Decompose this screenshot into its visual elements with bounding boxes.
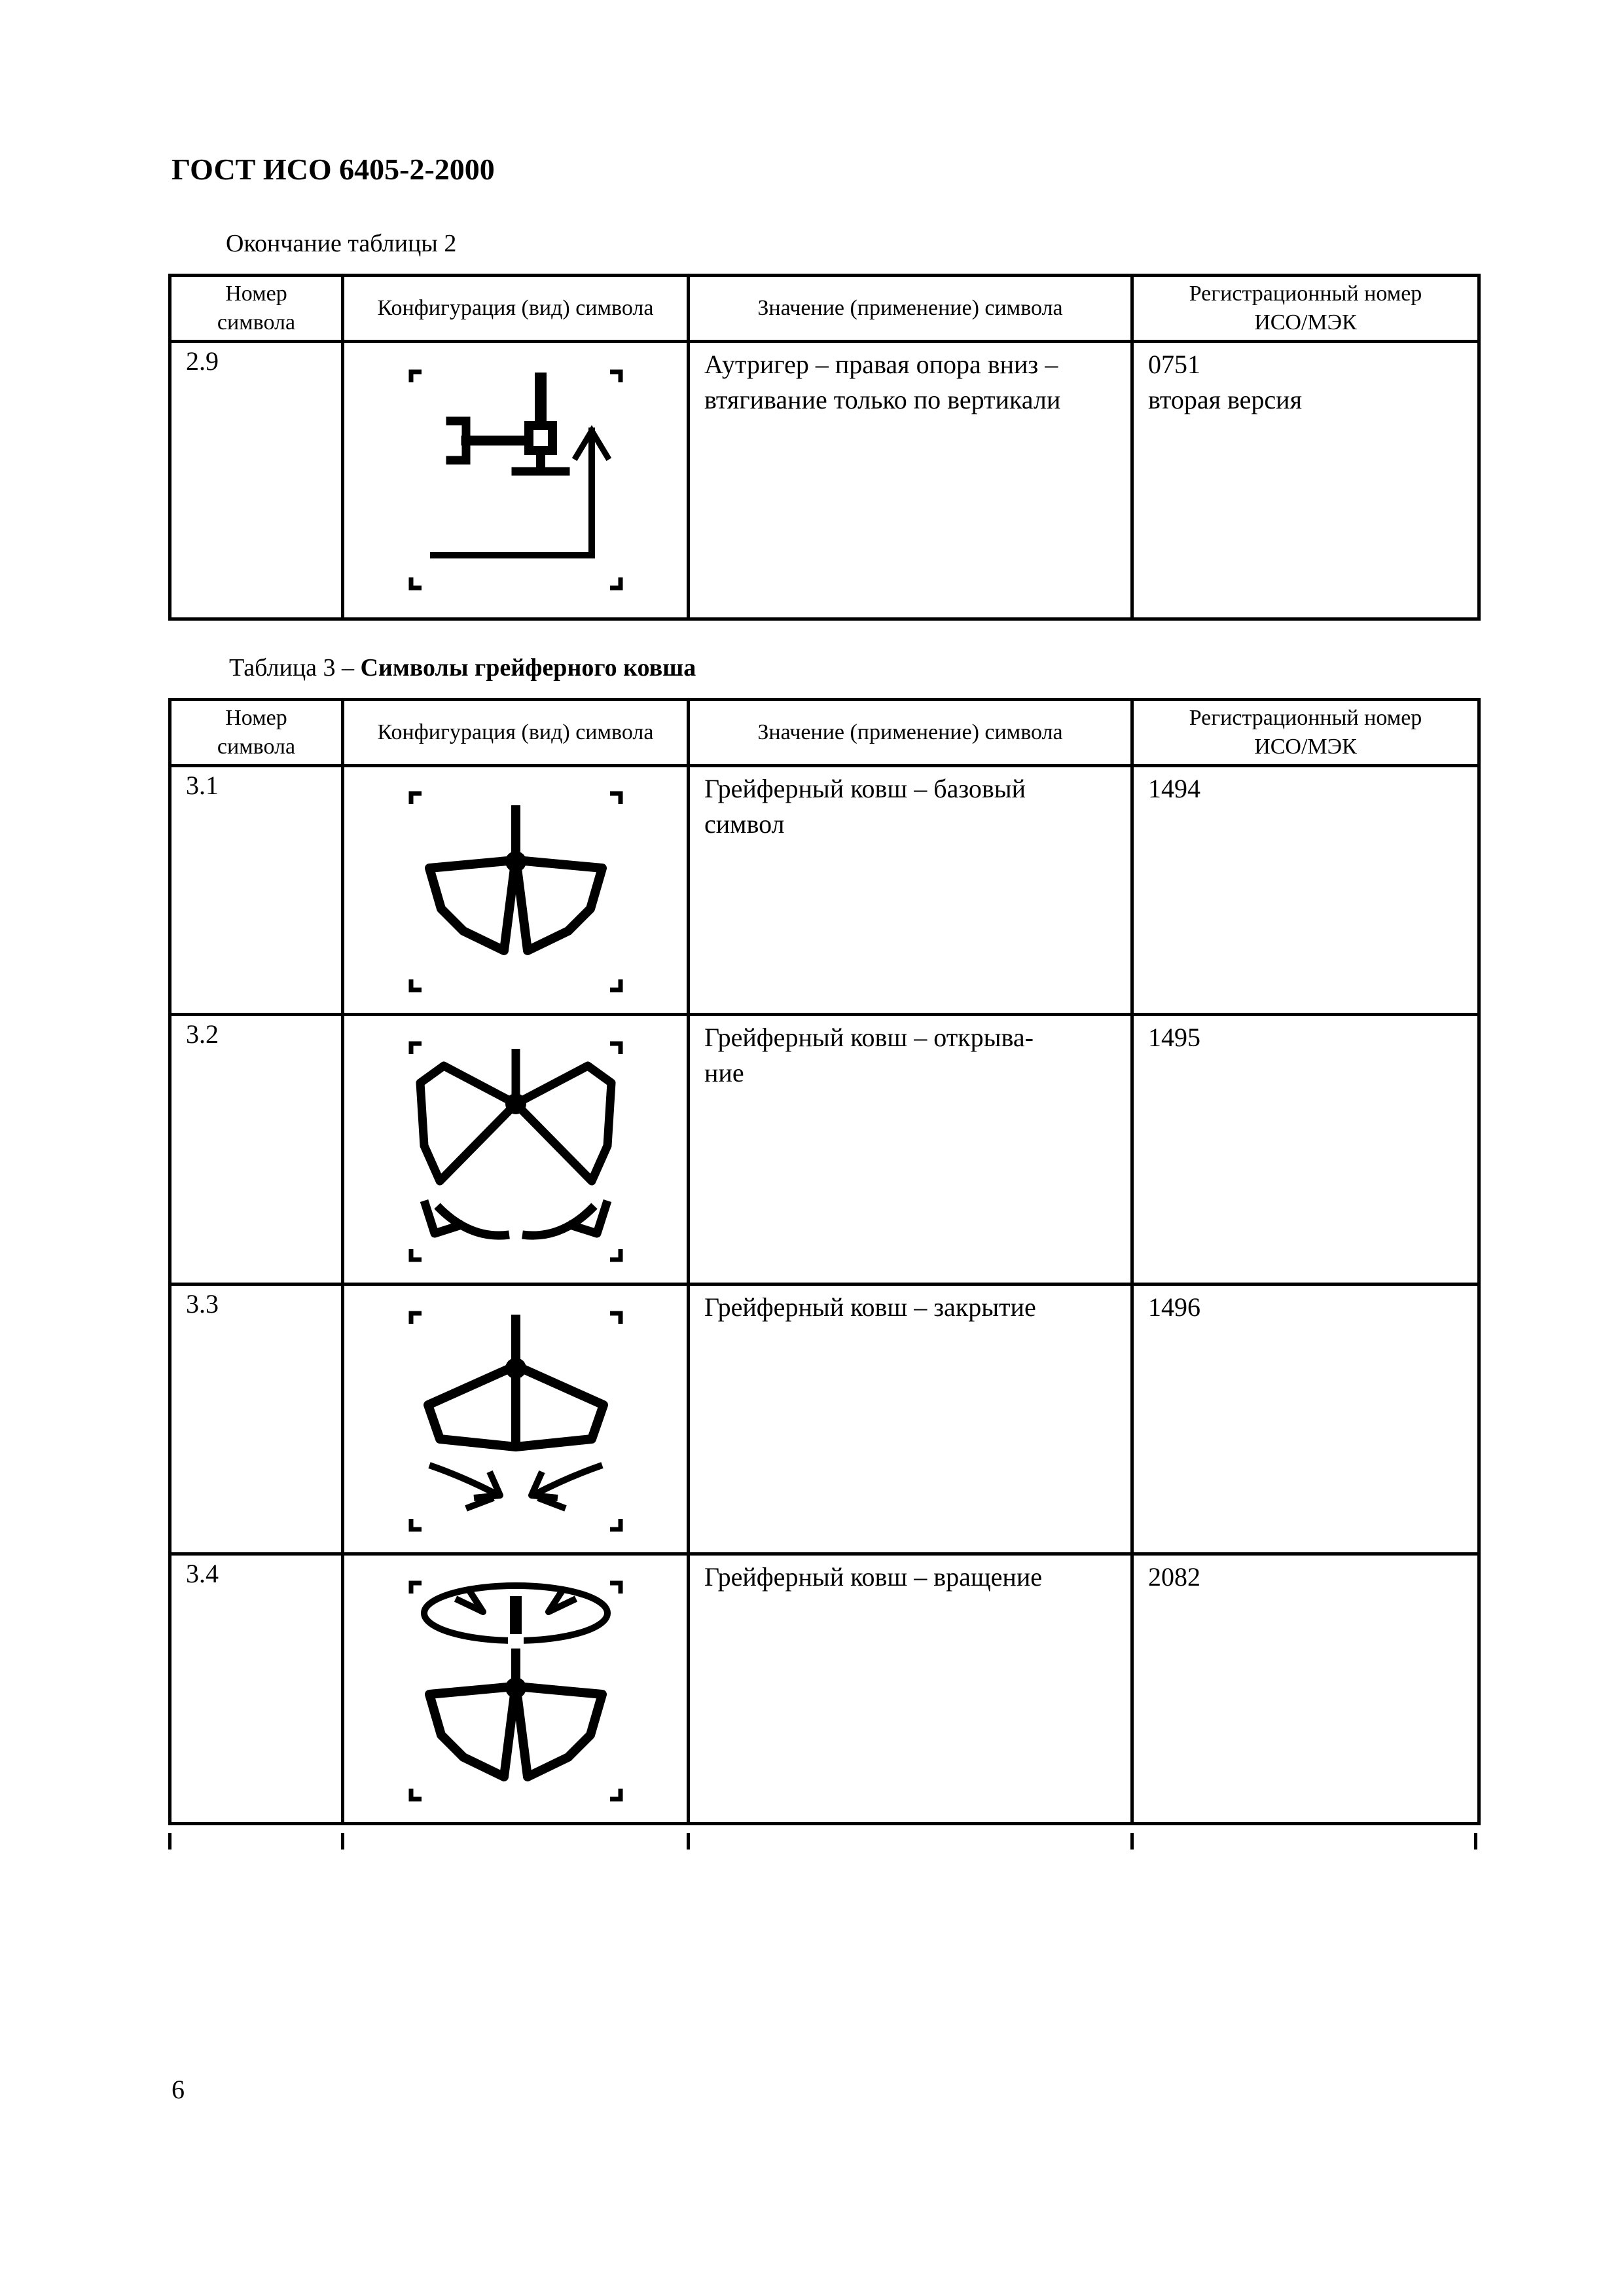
table-row	[170, 1554, 1479, 1824]
registration-number: 0751 вторая версия	[1132, 342, 1479, 619]
symbol-meaning: Грейферный ковш – базовый символ	[689, 766, 1132, 1015]
registration-number: 2082	[1132, 1554, 1479, 1824]
table3-caption: Таблица 3 – Символы грейферного ковша	[229, 654, 696, 682]
symbol-number: 3.3	[170, 1285, 343, 1554]
symbol-number: 3.4	[170, 1554, 343, 1824]
document-header: ГОСТ ИСО 6405-2-2000	[171, 153, 495, 186]
table-row	[170, 342, 1479, 619]
outrigger-right-down-vertical-icon	[398, 359, 634, 601]
symbol-meaning: Грейферный ковш – открыва- ние	[689, 1015, 1132, 1285]
table-continuation-line	[1474, 1833, 1477, 1850]
symbol-cell	[343, 766, 689, 1015]
col-header-config: Конфигурация (вид) символа	[343, 276, 689, 342]
table-continuation-line	[1130, 1833, 1134, 1850]
symbol-number: 3.1	[170, 766, 343, 1015]
table-row	[170, 1285, 1479, 1554]
col-header-number: Номер символа	[170, 276, 343, 342]
table2	[168, 274, 1481, 621]
table-continuation-line	[687, 1833, 690, 1850]
table3-header-row	[170, 700, 1479, 766]
grab-bucket-basic-icon	[398, 780, 634, 1003]
symbol-cell	[343, 342, 689, 619]
symbol-cell	[343, 1285, 689, 1554]
symbol-meaning: Аутригер – правая опора вниз – втягивание только по вертикали	[689, 342, 1132, 619]
table3	[168, 698, 1481, 1825]
page-number: 6	[171, 2075, 185, 2104]
symbol-number: 2.9	[170, 342, 343, 619]
symbol-cell	[343, 1015, 689, 1285]
table-continuation-line	[341, 1833, 344, 1850]
table-row	[170, 766, 1479, 1015]
col-header-meaning: Значение (применение) символа	[689, 276, 1132, 342]
table-continuation-line	[168, 1833, 171, 1850]
table2-header-row	[170, 276, 1479, 342]
table2-caption: Окончание таблицы 2	[226, 230, 457, 257]
table-row	[170, 1015, 1479, 1285]
registration-number: 1496	[1132, 1285, 1479, 1554]
grab-bucket-opening-icon	[398, 1030, 634, 1273]
col-header-config: Конфигурация (вид) символа	[343, 700, 689, 766]
grab-bucket-closing-icon	[398, 1300, 634, 1542]
symbol-meaning: Грейферный ковш – закрытие	[689, 1285, 1132, 1554]
col-header-reg: Регистрационный номер ИСО/МЭК	[1132, 700, 1479, 766]
col-header-meaning: Значение (применение) символа	[689, 700, 1132, 766]
registration-number: 1495	[1132, 1015, 1479, 1285]
symbol-number: 3.2	[170, 1015, 343, 1285]
symbol-meaning: Грейферный ковш – вращение	[689, 1554, 1132, 1824]
col-header-reg: Регистрационный номер ИСО/МЭК	[1132, 276, 1479, 342]
symbol-cell	[343, 1554, 689, 1824]
grab-bucket-rotation-icon	[398, 1570, 634, 1812]
registration-number: 1494	[1132, 766, 1479, 1015]
col-header-number: Номер символа	[170, 700, 343, 766]
